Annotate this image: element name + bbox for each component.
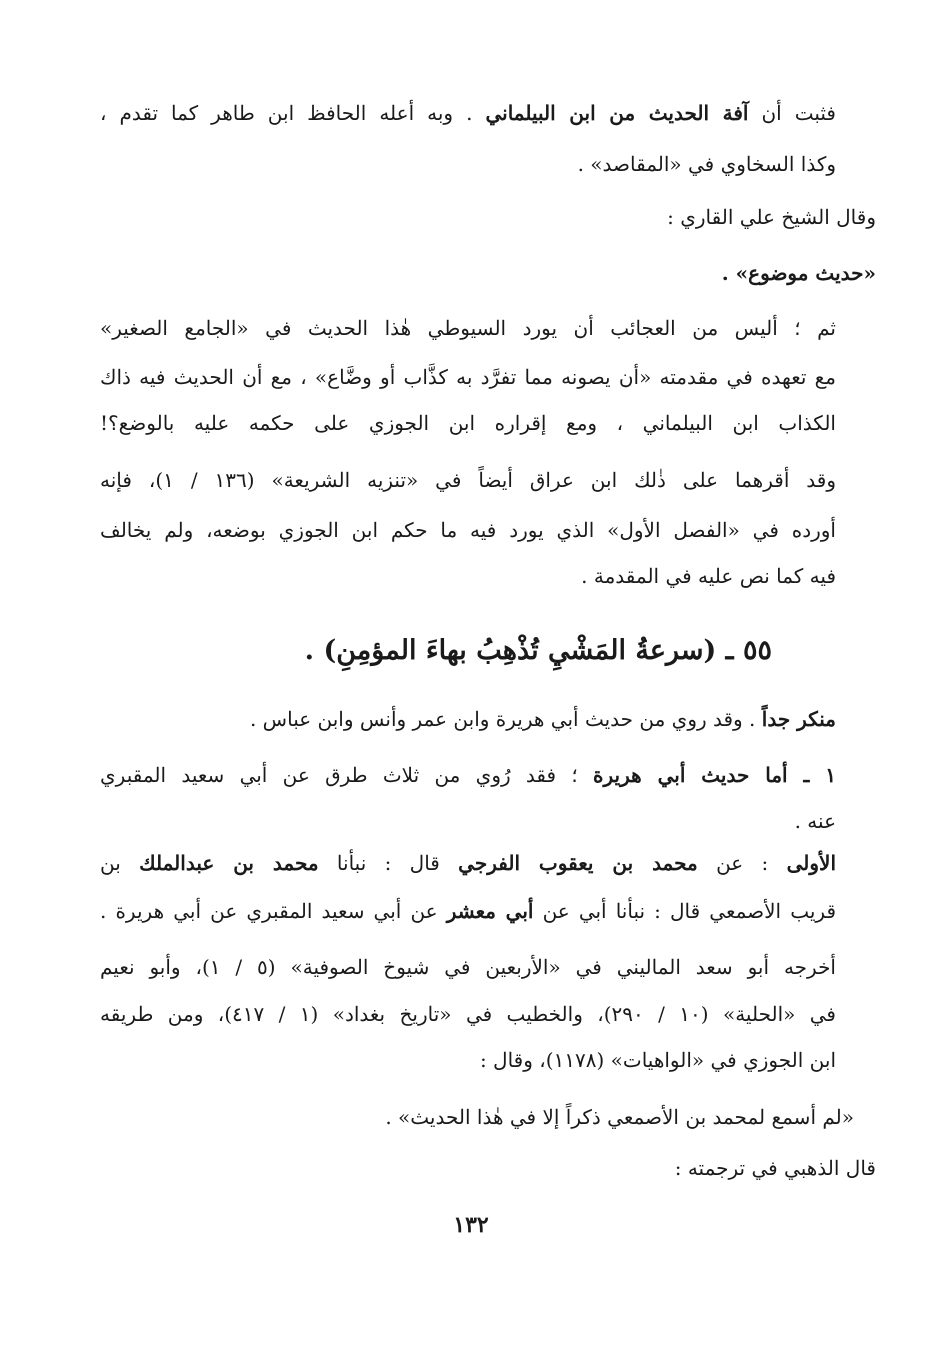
text-run: فيه كما نص عليه في المقدمة .: [581, 564, 836, 588]
text-line: [667, 202, 876, 232]
text-run: وقال الشيخ علي القاري :: [667, 205, 876, 229]
text-run: ابن الجوزي في «الواهيات» (١١٧٨)، وقال :: [479, 1048, 836, 1072]
bold-text: «حديث موضوع» .: [721, 261, 876, 285]
text-line: [100, 362, 836, 392]
text-run: . وبه أعله الحافظ ابن طاهر كما تقدم ،: [100, 101, 486, 125]
text-run: في «الحلية» (١٠ / ٢٩٠)، والخطيب في «تاريخ بغداد» (١ / ٤١٧)، ومن طريقه: [100, 1002, 836, 1026]
quote-line: [722, 258, 876, 288]
page-number: ١٣٢: [453, 1212, 489, 1238]
text-line: [100, 806, 836, 836]
bold-text: الأولى: [786, 851, 836, 875]
text-run: : عن: [697, 851, 787, 875]
text-run: عن أبي سعيد المقبري عن أبي هريرة .: [100, 899, 447, 923]
text-line: [100, 848, 836, 878]
text-line: [100, 952, 836, 982]
text-run: «لم أسمع لمحمد بن الأصمعي ذكراً إلا في هٰذا الحديث» .: [385, 1105, 854, 1129]
hadith-heading: [305, 636, 772, 666]
text-line: [100, 561, 836, 591]
text-run: أورده في «الفصل الأول» الذي يورد فيه ما حكم ابن الجوزي بوضعه، ولم يخالف: [100, 518, 836, 542]
text-run: قريب الأصمعي قال : نبأنا أبي عن: [533, 899, 837, 923]
text-line: [100, 760, 836, 790]
text-line: [100, 704, 836, 734]
text-run: قال الذهبي في ترجمته :: [674, 1156, 876, 1180]
text-line: [100, 515, 836, 545]
text-line: [100, 465, 836, 495]
bold-text: أبي معشر: [446, 899, 534, 923]
text-run: وكذا السخاوي في «المقاصد» .: [577, 152, 836, 176]
bold-text: محمد بن يعقوب الفرجي: [458, 851, 698, 875]
text-line: [100, 149, 836, 179]
text-line: [100, 98, 836, 128]
text-run: وقد أقرهما على ذٰلك ابن عراق أيضاً في «تنزيه الشريعة» (١٣٦ / ١)، فإنه: [100, 468, 837, 492]
bold-text: آفة الحديث من ابن البيلماني: [485, 101, 749, 125]
bold-text: منكر جداً: [761, 707, 836, 731]
text-run: الكذاب ابن البيلماني ، ومع إقراره ابن الجوزي على حكمه عليه بالوضع؟!: [100, 411, 836, 435]
text-run: أخرجه أبو سعد الماليني في «الأربعين في شيوخ الصوفية» (٥ / ١)، وأبو نعيم: [100, 955, 836, 979]
text-run: عنه .: [794, 809, 836, 833]
quote-line: [385, 1102, 854, 1132]
text-line: [100, 408, 836, 438]
text-run: ٥٥ ـ (سرعةُ المَشْيِ تُذْهِبُ بهاءَ المؤمِنِ) .: [304, 635, 772, 666]
bold-text: ١ ـ أما حديث أبي هريرة: [593, 763, 836, 787]
text-run: قال : نبأنا: [318, 851, 459, 875]
text-run: فثبت أن: [748, 101, 836, 125]
bold-text: محمد بن عبدالملك: [139, 851, 319, 875]
text-run: ثم ؛ أليس من العجائب أن يورد السيوطي هٰذا الحديث في «الجامع الصغير»: [100, 316, 836, 340]
text-line: [100, 1045, 836, 1075]
text-run: مع تعهده في مقدمته «أن يصونه مما تفرَّد به كذَّاب أو وضَّاع» ، مع أن الحديث فيه ذاك: [100, 365, 836, 389]
text-run: . وقد روي من حديث أبي هريرة وابن عمر وأنس وابن عباس .: [249, 707, 762, 731]
text-line: [675, 1153, 876, 1183]
text-line: [100, 896, 836, 926]
text-line: [100, 313, 836, 343]
text-run: ؛ فقد رُوي من ثلاث طرق عن أبي سعيد المقبري: [100, 763, 594, 787]
text-run: بن: [100, 851, 140, 875]
text-line: [100, 999, 836, 1029]
